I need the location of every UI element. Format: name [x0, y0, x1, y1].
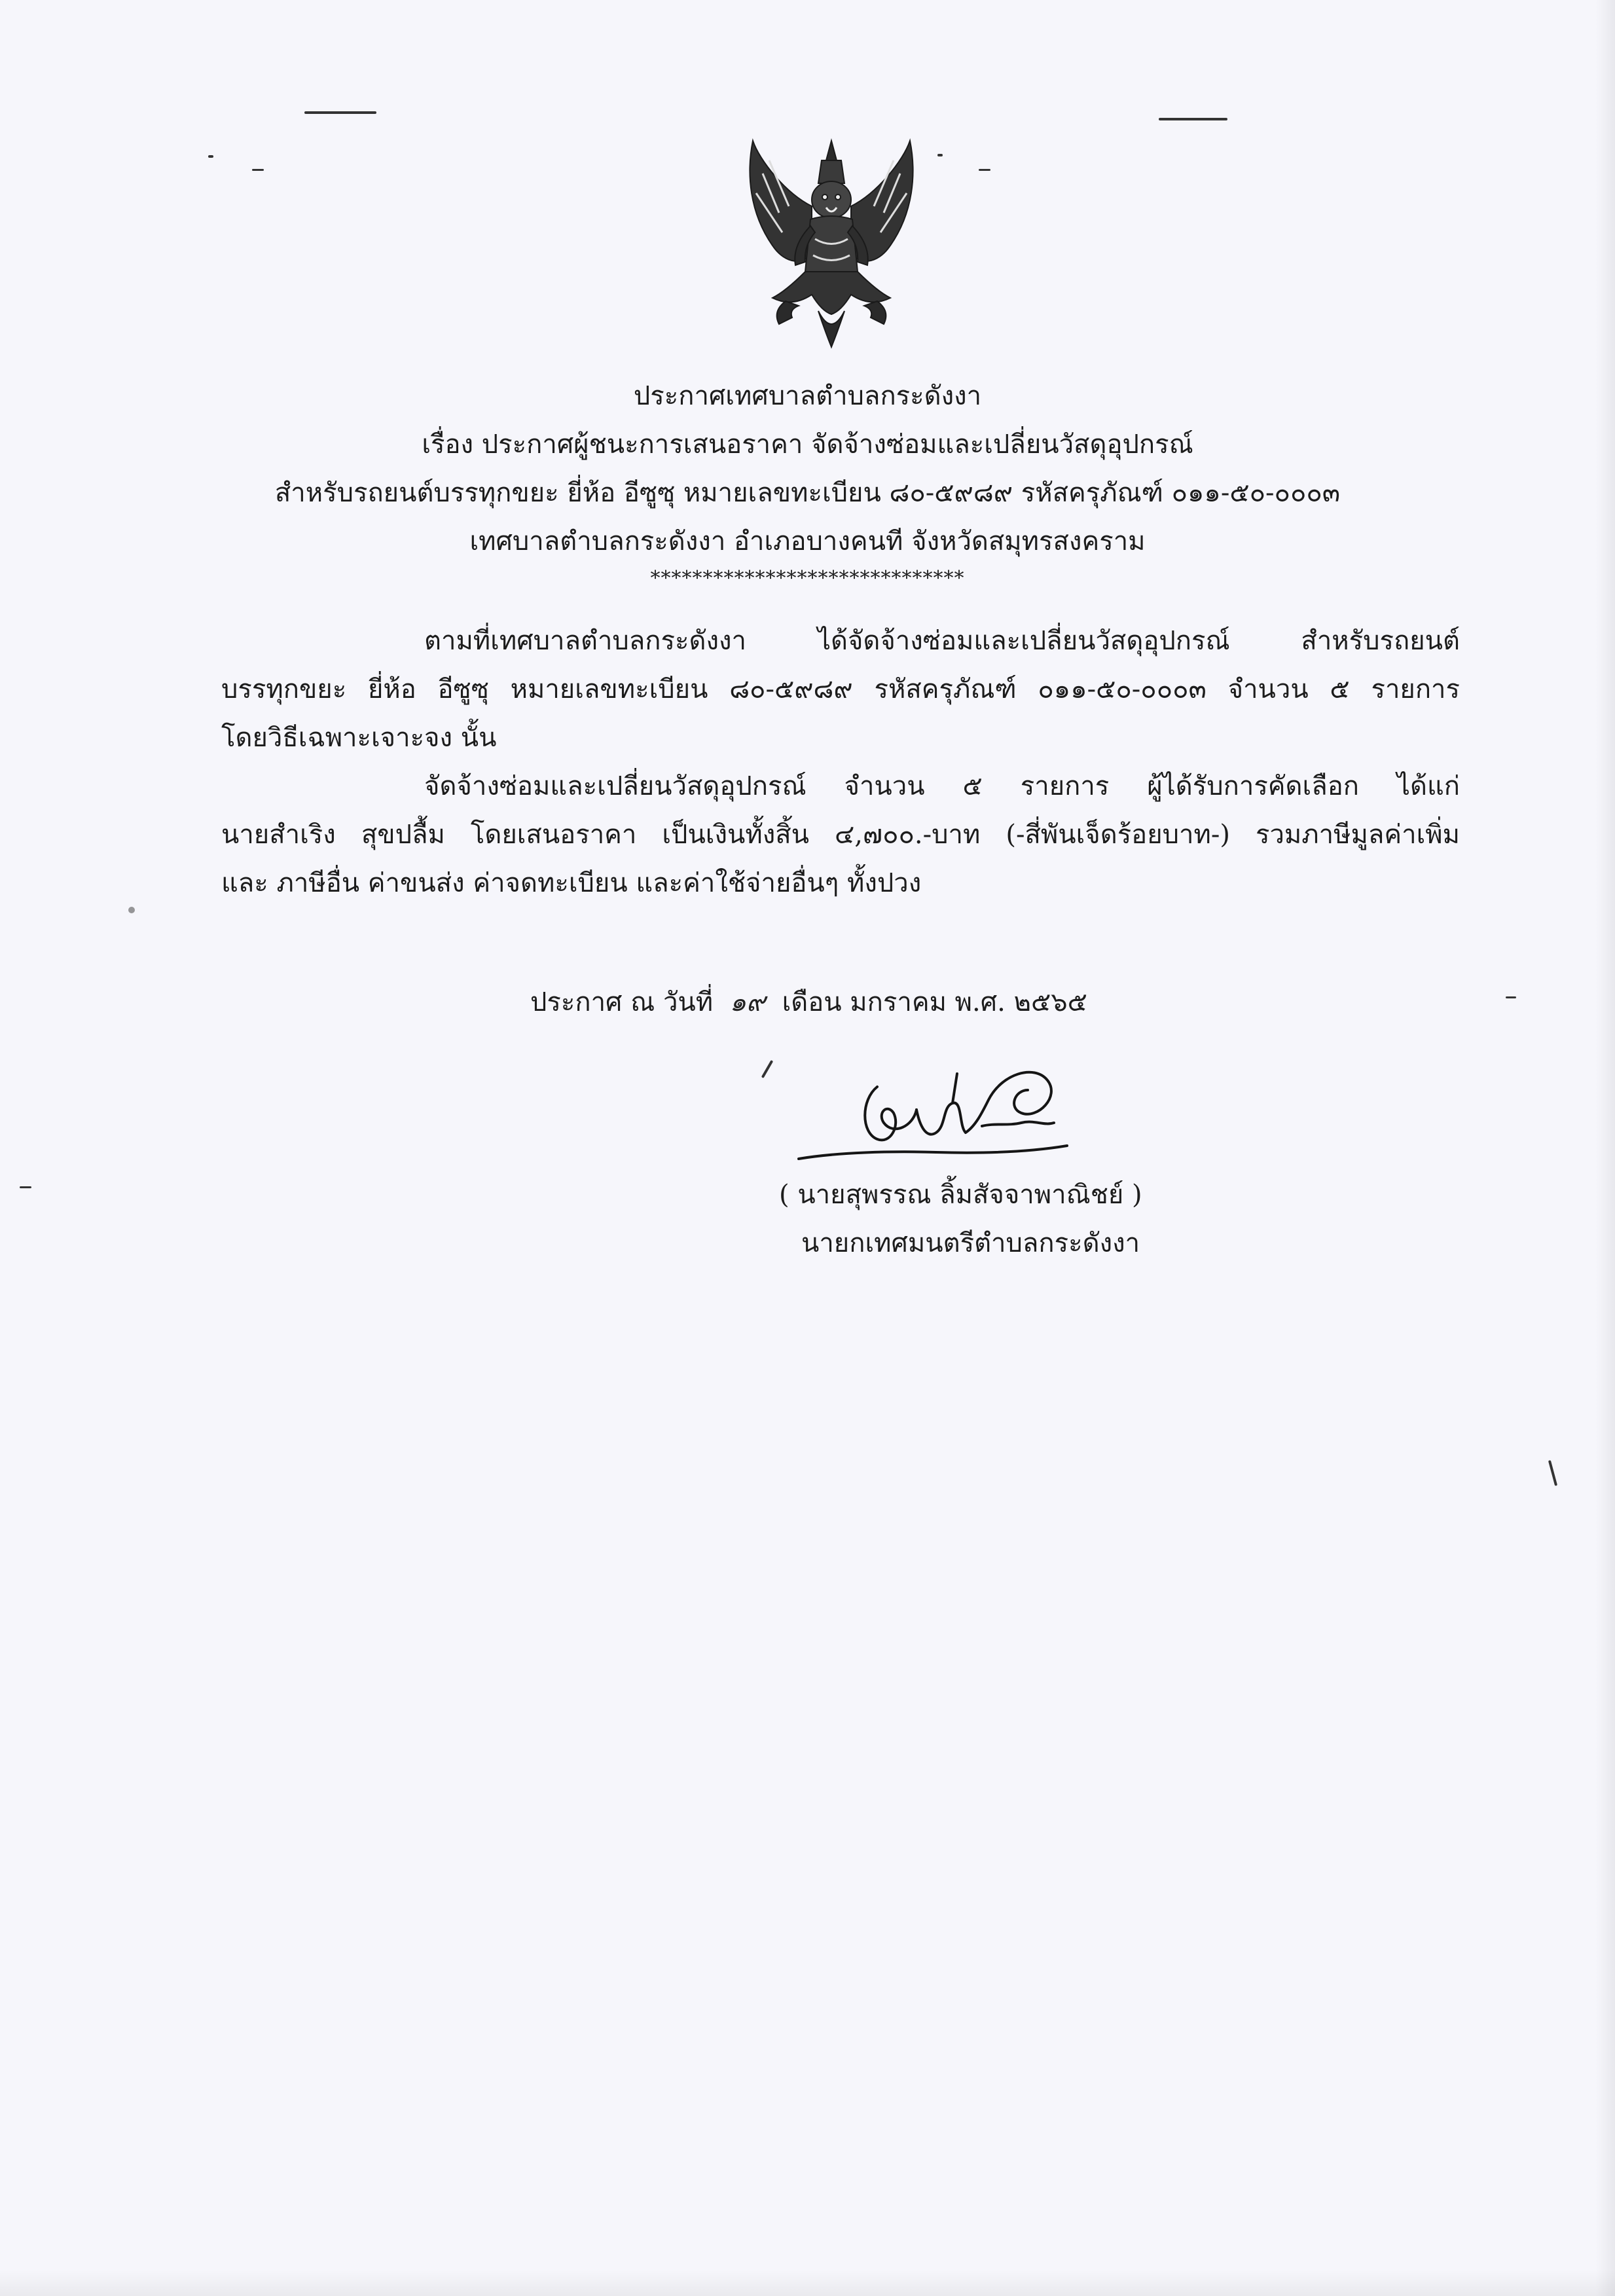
date-prefix: ประกาศ ณ วันที่ — [530, 987, 714, 1017]
scan-mark — [1159, 118, 1227, 120]
scan-mark — [1548, 1460, 1557, 1486]
scan-mark — [208, 155, 213, 158]
scan-mark — [20, 1186, 31, 1188]
date-suffix: เดือน มกราคม พ.ศ. ๒๕๖๕ — [782, 987, 1087, 1017]
scan-mark — [979, 169, 990, 171]
scan-mark — [1506, 996, 1516, 998]
signer-title: นายกเทศมนตรีตำบลกระดังงา — [801, 1228, 1140, 1258]
paragraph-2-line-3: และ ภาษีอื่น ค่าขนส่ง ค่าจดทะเบียน และค่าใช้จ่ายอื่นๆ ทั้งปวง — [221, 868, 922, 898]
scan-mark — [761, 1060, 773, 1078]
subject-line: เรื่อง ประกาศผู้ชนะการเสนอราคา จัดจ้างซ่อมและเปลี่ยนวัสดุอุปกรณ์ — [422, 429, 1193, 460]
paragraph-2-line-2: นายสำเริง สุขปลื้ม โดยเสนอราคา เป็นเงินทั้งสิ้น ๔,๗๐๐.-บาท (-สี่พันเจ็ดร้อยบาท-) รวมภาษีมูลค่าเพิ่ม — [221, 820, 1460, 850]
scan-edge-shadow — [1595, 0, 1615, 2296]
scan-mark — [304, 111, 376, 114]
header-separator: ****************************** — [650, 567, 965, 590]
date-day-handwritten: ๑๙ — [729, 987, 766, 1017]
announcement-title: ประกาศเทศบาลตำบลกระดังงา — [633, 381, 982, 411]
paragraph-2-line-1: จัดจ้างซ่อมและเปลี่ยนวัสดุอุปกรณ์ จำนวน ๕ รายการ ผู้ได้รับการคัดเลือก ได้แก่ — [424, 771, 1461, 801]
paragraph-1-line-2: บรรทุกขยะ ยี่ห้อ อีซูซุ หมายเลขทะเบียน ๘๐-๕๙๘๙ รหัสครุภัณฑ์ ๐๑๑-๕๐-๐๐๐๓ จำนวน ๕ รายการ — [221, 674, 1460, 704]
scan-mark — [128, 907, 135, 913]
announcement-date — [530, 981, 1087, 1023]
municipality-line: เทศบาลตำบลกระดังงา อำเภอบางคนที จังหวัดสมุทรสงคราม — [469, 526, 1146, 556]
scan-mark — [937, 154, 943, 156]
paragraph-1-line-3: โดยวิธีเฉพาะเจาะจง นั้น — [221, 723, 497, 753]
scan-bottom-shadow — [0, 2270, 1615, 2296]
garuda-emblem-icon — [733, 134, 930, 350]
scan-mark — [252, 169, 264, 171]
signer-name: ( นายสุพรรณ ลิ้มสัจจาพาณิชย์ ) — [779, 1180, 1142, 1210]
subject-vehicle-line: สำหรับรถยนต์บรรทุกขยะ ยี่ห้อ อีซูซุ หมายเลขทะเบียน ๘๐-๕๙๘๙ รหัสครุภัณฑ์ ๐๑๑-๕๐-๐๐๐๓ — [274, 478, 1341, 508]
handwritten-signature — [786, 1061, 1100, 1172]
paragraph-1-line-1: ตามที่เทศบาลตำบลกระดังงา ได้จัดจ้างซ่อมและเปลี่ยนวัสดุอุปกรณ์ สำหรับรถยนต์ — [424, 626, 1460, 656]
